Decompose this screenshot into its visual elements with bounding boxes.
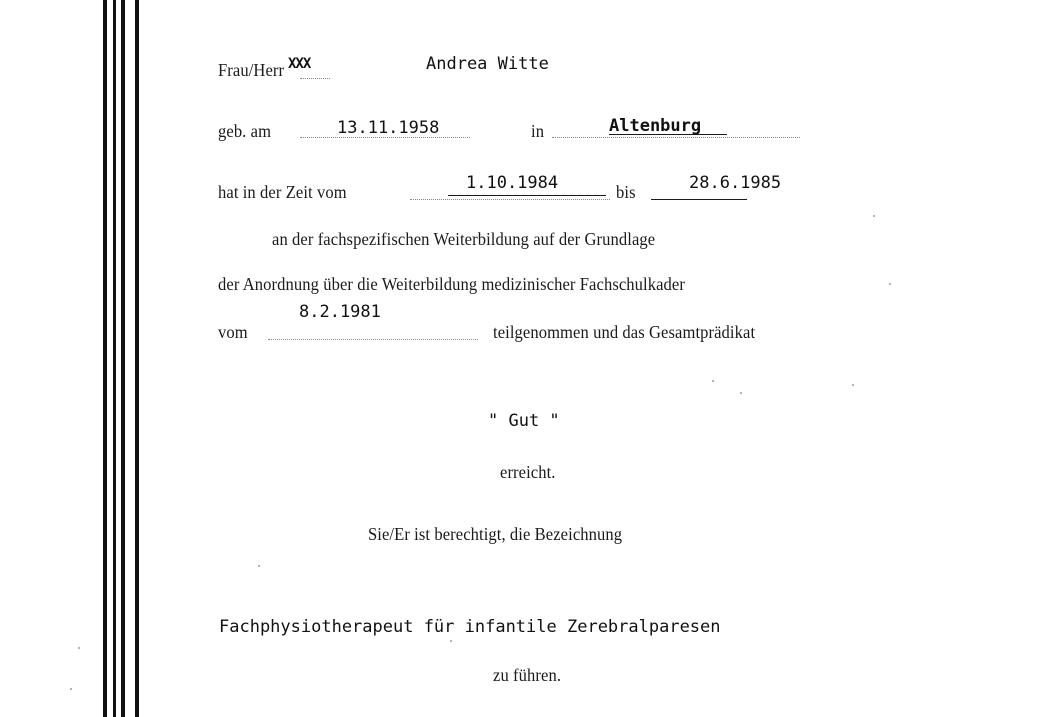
scan-speck (740, 392, 742, 394)
scan-speck (258, 565, 260, 567)
training-line: an der fachspezifischen Weiterbildung auf der Grundlage (272, 229, 656, 249)
birth-date-value: 13.11.1958 (337, 118, 440, 138)
scan-speck (852, 384, 854, 386)
title-strike-mark: XXX (288, 56, 311, 72)
grade-value: " Gut " (488, 411, 560, 431)
date-from-value: 1.10.1984 (466, 173, 559, 193)
title-dotted-line (300, 78, 330, 79)
period-label: hat in der Zeit vom (218, 182, 347, 202)
date-to-value: 28.6.1985 (689, 173, 782, 193)
date-from-dotted-line (410, 199, 610, 200)
in-label: in (531, 121, 545, 141)
date-from-underline (448, 195, 606, 196)
scan-speck (70, 688, 72, 690)
binding-rule (135, 0, 139, 717)
scan-speck (712, 380, 714, 382)
scan-speck (873, 215, 875, 217)
regulation-date-value: 8.2.1981 (299, 302, 381, 322)
participated-line: teilgenommen und das Gesamtprädikat (493, 322, 756, 342)
closing-line: zu führen. (493, 665, 562, 685)
title-label: Frau/Herr (218, 60, 285, 80)
until-label: bis (616, 182, 636, 202)
birth-place-value: Altenburg (609, 116, 702, 136)
binding-rule (121, 0, 125, 717)
born-label: geb. am (218, 121, 272, 141)
entitled-line: Sie/Er ist berechtigt, die Bezeichnung (368, 524, 623, 544)
regulation-date-dotted-line (268, 339, 478, 340)
binding-rule (113, 0, 116, 717)
scan-speck (78, 647, 80, 649)
birth-place-dotted-line (552, 137, 800, 138)
scan-speck (450, 640, 452, 642)
achieved-line: erreicht. (500, 462, 556, 482)
name-value: Andrea Witte (426, 54, 549, 74)
scan-speck (889, 283, 891, 285)
designation-value: Fachphysiotherapeut für infantile Zerebralparesen (219, 617, 721, 637)
date-to-underline (651, 199, 747, 200)
binding-rule (103, 0, 107, 717)
birth-place-underline (609, 134, 727, 135)
vom-label: vom (218, 322, 248, 342)
regulation-line: der Anordnung über die Weiterbildung medizinischer Fachschulkader (218, 274, 685, 294)
